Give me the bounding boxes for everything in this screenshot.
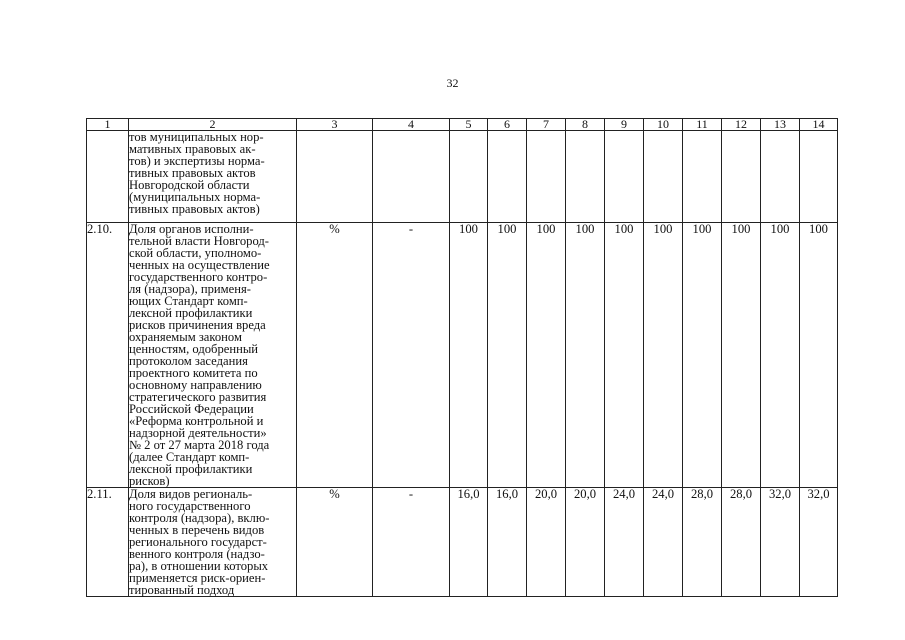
- header-cell: 10: [644, 119, 683, 131]
- table-row: [87, 131, 838, 223]
- description-line: ющих Стандарт комп-: [129, 294, 248, 308]
- value-cell: 100: [488, 223, 527, 488]
- description-line: ской области, уполномо-: [129, 246, 262, 260]
- value-cell: 100: [683, 223, 722, 488]
- description-line: мативных правовых ак-: [129, 142, 256, 156]
- value-cell: [722, 131, 761, 223]
- description-line: тов) и экспертизы норма-: [129, 154, 265, 168]
- description-line: тивных правовых актов: [129, 166, 256, 180]
- description-line: надзорной деятельности»: [129, 426, 267, 440]
- description-line: (далее Стандарт комп-: [129, 450, 250, 464]
- value-cell: 20,0: [566, 488, 605, 597]
- description-line: проектного комитета по: [129, 366, 258, 380]
- row-code: 2.10.: [87, 223, 129, 488]
- description-line: (муниципальных норма-: [129, 190, 261, 204]
- header-cell: 2: [129, 119, 297, 131]
- description-line: лексной профилактики: [129, 462, 253, 476]
- description-line: протоколом заседания: [129, 354, 248, 368]
- description-line: ра), в отношении которых: [129, 559, 269, 573]
- value-cell: 32,0: [800, 488, 838, 597]
- value-cell: 24,0: [644, 488, 683, 597]
- base-value-cell: -: [373, 223, 450, 488]
- header-cell: 9: [605, 119, 644, 131]
- header-cell: 6: [488, 119, 527, 131]
- value-cell: 24,0: [605, 488, 644, 597]
- description-line: лексной профилактики: [129, 306, 253, 320]
- header-cell: 7: [527, 119, 566, 131]
- base-value-cell: [373, 131, 450, 223]
- description-line: регионального государст-: [129, 535, 267, 549]
- description-line: «Реформа контрольной и: [129, 414, 264, 428]
- header-cell: 1: [87, 119, 129, 131]
- value-cell: 16,0: [488, 488, 527, 597]
- value-cell: 100: [722, 223, 761, 488]
- value-cell: [527, 131, 566, 223]
- description-line: контроля (надзора), вклю-: [129, 511, 270, 525]
- value-cell: 100: [605, 223, 644, 488]
- page-number: 32: [446, 76, 459, 90]
- description-line: применяется риск-ориен-: [129, 571, 266, 585]
- description-line: ценностям, одобренный: [129, 342, 259, 356]
- description-line: ченных в перечень видов: [129, 523, 265, 537]
- description-line: тированный подход: [129, 583, 235, 597]
- base-value-cell: -: [373, 488, 450, 597]
- description-line: ченных на осуществление: [129, 258, 270, 272]
- description-line: ля (надзора), применя-: [129, 282, 251, 296]
- description-line: венного контроля (надзо-: [129, 547, 265, 561]
- description-line: тельной власти Новгород-: [129, 234, 270, 248]
- description-line: государственного контро-: [129, 270, 268, 284]
- header-cell: 12: [722, 119, 761, 131]
- header-cell: 11: [683, 119, 722, 131]
- unit-cell: %: [297, 223, 373, 488]
- description-line: рисков причинения вреда: [129, 318, 266, 332]
- unit-cell: %: [297, 488, 373, 597]
- header-cell: 13: [761, 119, 800, 131]
- value-cell: 100: [450, 223, 488, 488]
- value-cell: 100: [761, 223, 800, 488]
- description-line: Доля видов региональ-: [129, 487, 253, 501]
- description-line: стратегического развития: [129, 390, 267, 404]
- row-code: [87, 131, 129, 223]
- value-cell: 32,0: [761, 488, 800, 597]
- value-cell: 28,0: [683, 488, 722, 597]
- value-cell: 28,0: [722, 488, 761, 597]
- value-cell: 16,0: [450, 488, 488, 597]
- value-cell: 100: [800, 223, 838, 488]
- header-cell: 4: [373, 119, 450, 131]
- value-cell: [450, 131, 488, 223]
- value-cell: [683, 131, 722, 223]
- row-code: 2.11.: [87, 488, 129, 597]
- value-cell: 100: [644, 223, 683, 488]
- description-line: тов муниципальных нор-: [129, 130, 264, 144]
- value-cell: [800, 131, 838, 223]
- table-row: [87, 488, 838, 597]
- header-cell: 5: [450, 119, 488, 131]
- indicator-description: [129, 223, 297, 488]
- header-cell: 8: [566, 119, 605, 131]
- description-line: тивных правовых актов): [129, 202, 260, 216]
- value-cell: [644, 131, 683, 223]
- description-line: охраняемым законом: [129, 330, 242, 344]
- header-row: [87, 119, 838, 131]
- value-cell: 100: [566, 223, 605, 488]
- indicators-table: [86, 118, 838, 597]
- table-row: [87, 223, 838, 488]
- header-cell: 3: [297, 119, 373, 131]
- value-cell: [605, 131, 644, 223]
- value-cell: 100: [527, 223, 566, 488]
- description-line: № 2 от 27 марта 2018 года: [129, 438, 270, 452]
- value-cell: 20,0: [527, 488, 566, 597]
- description-line: основному направлению: [129, 378, 262, 392]
- description-line: рисков): [129, 474, 170, 488]
- unit-cell: [297, 131, 373, 223]
- description-line: ного государственного: [129, 499, 251, 513]
- value-cell: [761, 131, 800, 223]
- value-cell: [488, 131, 527, 223]
- indicator-description: [129, 131, 297, 223]
- indicator-description: [129, 488, 297, 597]
- description-line: Доля органов исполни-: [129, 222, 254, 236]
- description-line: Российской Федерации: [129, 402, 254, 416]
- description-line: Новгородской области: [129, 178, 250, 192]
- header-cell: 14: [800, 119, 838, 131]
- value-cell: [566, 131, 605, 223]
